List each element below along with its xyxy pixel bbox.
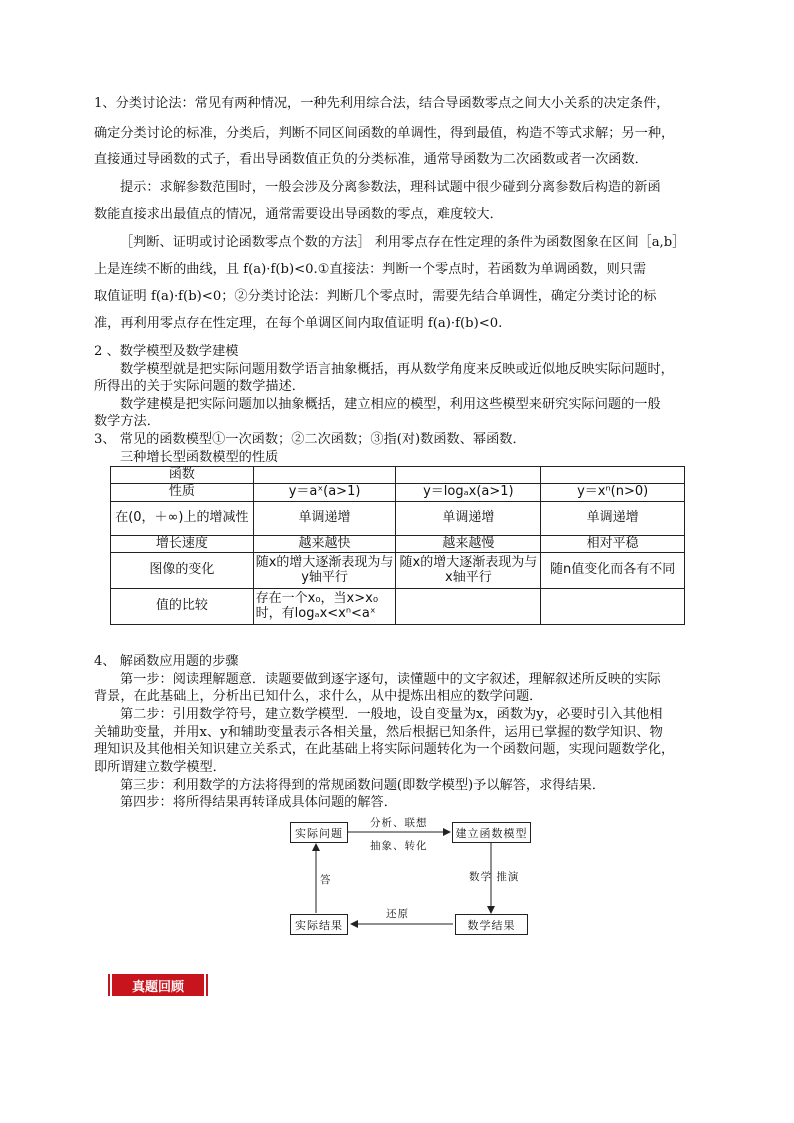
table-cell: y＝aˣ(a>1) <box>253 484 396 502</box>
para-line: 所得出的关于实际问题的数学描述． <box>94 379 305 394</box>
section-heading: 2 、数学模型及数学建模 <box>94 344 239 359</box>
para-line: 数学方法． <box>94 414 160 429</box>
table-cell: 随x的增大逐渐表现为与y轴平行 <box>253 553 396 589</box>
table-caption: 三种增长型函数模型的性质 <box>120 450 279 465</box>
para-line: 数学模型就是把实际问题用数学语言抽象概括，再从数学角度来反映或近似地反映实际问题时， <box>120 362 674 377</box>
para-line: 直接通过导函数的式子，看出导函数值正负的分类标准，通常导函数为二次函数或者一次函数． <box>94 152 648 167</box>
label-deduce: 数学 推演 <box>469 871 520 883</box>
label-answer: 答 <box>320 874 332 886</box>
label-abstract: 抽象、转化 <box>370 840 428 852</box>
para-line: 关辅助变量，并用x、y和辅助变量表示各相关量，然后根据已知条件，运用已掌握的数学知识、物 <box>94 725 663 740</box>
para-line: 第三步：利用数学的方法将得到的常规函数问题(即数学模型)予以解答，求得结果． <box>120 778 606 793</box>
section-badge <box>112 974 204 996</box>
box-real-result: 实际结果 <box>290 914 348 935</box>
table-cell: 值的比较 <box>111 589 254 625</box>
table-cell: 存在一个x₀，当x>x₀时，有logₐx<xⁿ<aˣ <box>253 589 396 625</box>
box-real-problem: 实际问题 <box>290 822 348 843</box>
table-cell: 越来越慢 <box>396 536 541 553</box>
para-line: 背景，在此基础上，分析出已知什么，求什么，从中提炼出相应的数学问题． <box>94 689 543 704</box>
para-line: 准，再利用零点存在性定理，在每个单调区间内取值证明 f(a)·f(b)<0. <box>94 316 503 331</box>
para-line: 取值证明 f(a)·f(b)<0；②分类讨论法：判断几个零点时，需要先结合单调性，确定分类讨论的标 <box>94 289 657 304</box>
para-line: 数能直接求出最值点的情况，通常需要设出导函数的零点，难度较大． <box>94 207 503 222</box>
label-analyze: 分析、联想 <box>370 817 428 829</box>
table-cell: 单调递增 <box>396 502 541 536</box>
table-cell: 越来越快 <box>253 536 396 553</box>
table-cell: 性质 <box>111 484 254 502</box>
para-line: 第四步：将所得结果再转译成具体问题的解答． <box>120 795 397 810</box>
badge-label: 真题回顾 <box>131 979 184 995</box>
section-heading: 3、 常见的函数模型①一次函数；②二次函数；③指(对)数函数、幂函数． <box>94 432 526 447</box>
table-cell: y＝logₐx(a>1) <box>396 484 541 502</box>
table-cell: 相对平稳 <box>541 536 685 553</box>
table-cell: 增长速度 <box>111 536 254 553</box>
para-line: 第二步：引用数学符号，建立数学模型．一般地，设自变量为x，函数为y，必要时引入其他相 <box>120 707 663 722</box>
para-line: ［判断、证明或讨论函数零点个数的方法］ 利用零点存在性定理的条件为函数图象在区间［a,b］ <box>120 235 686 250</box>
para-line: 理知识及其他相关知识建立关系式，在此基础上将实际问题转化为一个函数问题，实现问题数学化， <box>94 742 675 757</box>
para-line: 即所谓建立数学模型． <box>94 760 226 775</box>
table-cell: y＝xⁿ(n>0) <box>541 484 685 502</box>
para-line: 数学建模是把实际问题加以抽象概括，建立相应的模型，利用这些模型来研究实际问题的一般 <box>120 397 661 412</box>
label-restore: 还原 <box>386 908 409 920</box>
table-cell: 函数 <box>111 467 254 484</box>
table-cell: 单调递增 <box>253 502 396 536</box>
table-cell: 单调递增 <box>541 502 685 536</box>
para-line: 确定分类讨论的标准，分类后，判断不同区间函数的单调性，得到最值，构造不等式求解；另一种， <box>94 126 675 141</box>
box-math-result: 数学结果 <box>455 914 528 935</box>
section-heading: 4、 解函数应用题的步骤 <box>94 654 239 669</box>
table-cell: 随x的增大逐渐表现为与x轴平行 <box>396 553 541 589</box>
table-cell: 随n值变化而各有不同 <box>541 553 685 589</box>
para-line: 上是连续不断的曲线，且 f(a)·f(b)<0.①直接法：判断一个零点时，若函数为单调函数，则只需 <box>94 262 647 277</box>
box-build-model: 建立函数模型 <box>452 822 531 843</box>
table-cell: 在(0，＋∞)上的增减性 <box>111 502 254 536</box>
para-line: 提示：求解参数范围时，一般会涉及分离参数法，理科试题中很少碰到分离参数后构造的新函 <box>120 180 661 195</box>
table-cell: 图像的变化 <box>111 553 254 589</box>
para-line: 1、分类讨论法：常见有两种情况，一种先利用综合法，结合导函数零点之间大小关系的决定条件， <box>94 96 670 111</box>
para-line: 第一步：阅读理解题意．读题要做到逐字逐句，读懂题中的文字叙述，理解叙述所反映的实际 <box>120 672 661 687</box>
